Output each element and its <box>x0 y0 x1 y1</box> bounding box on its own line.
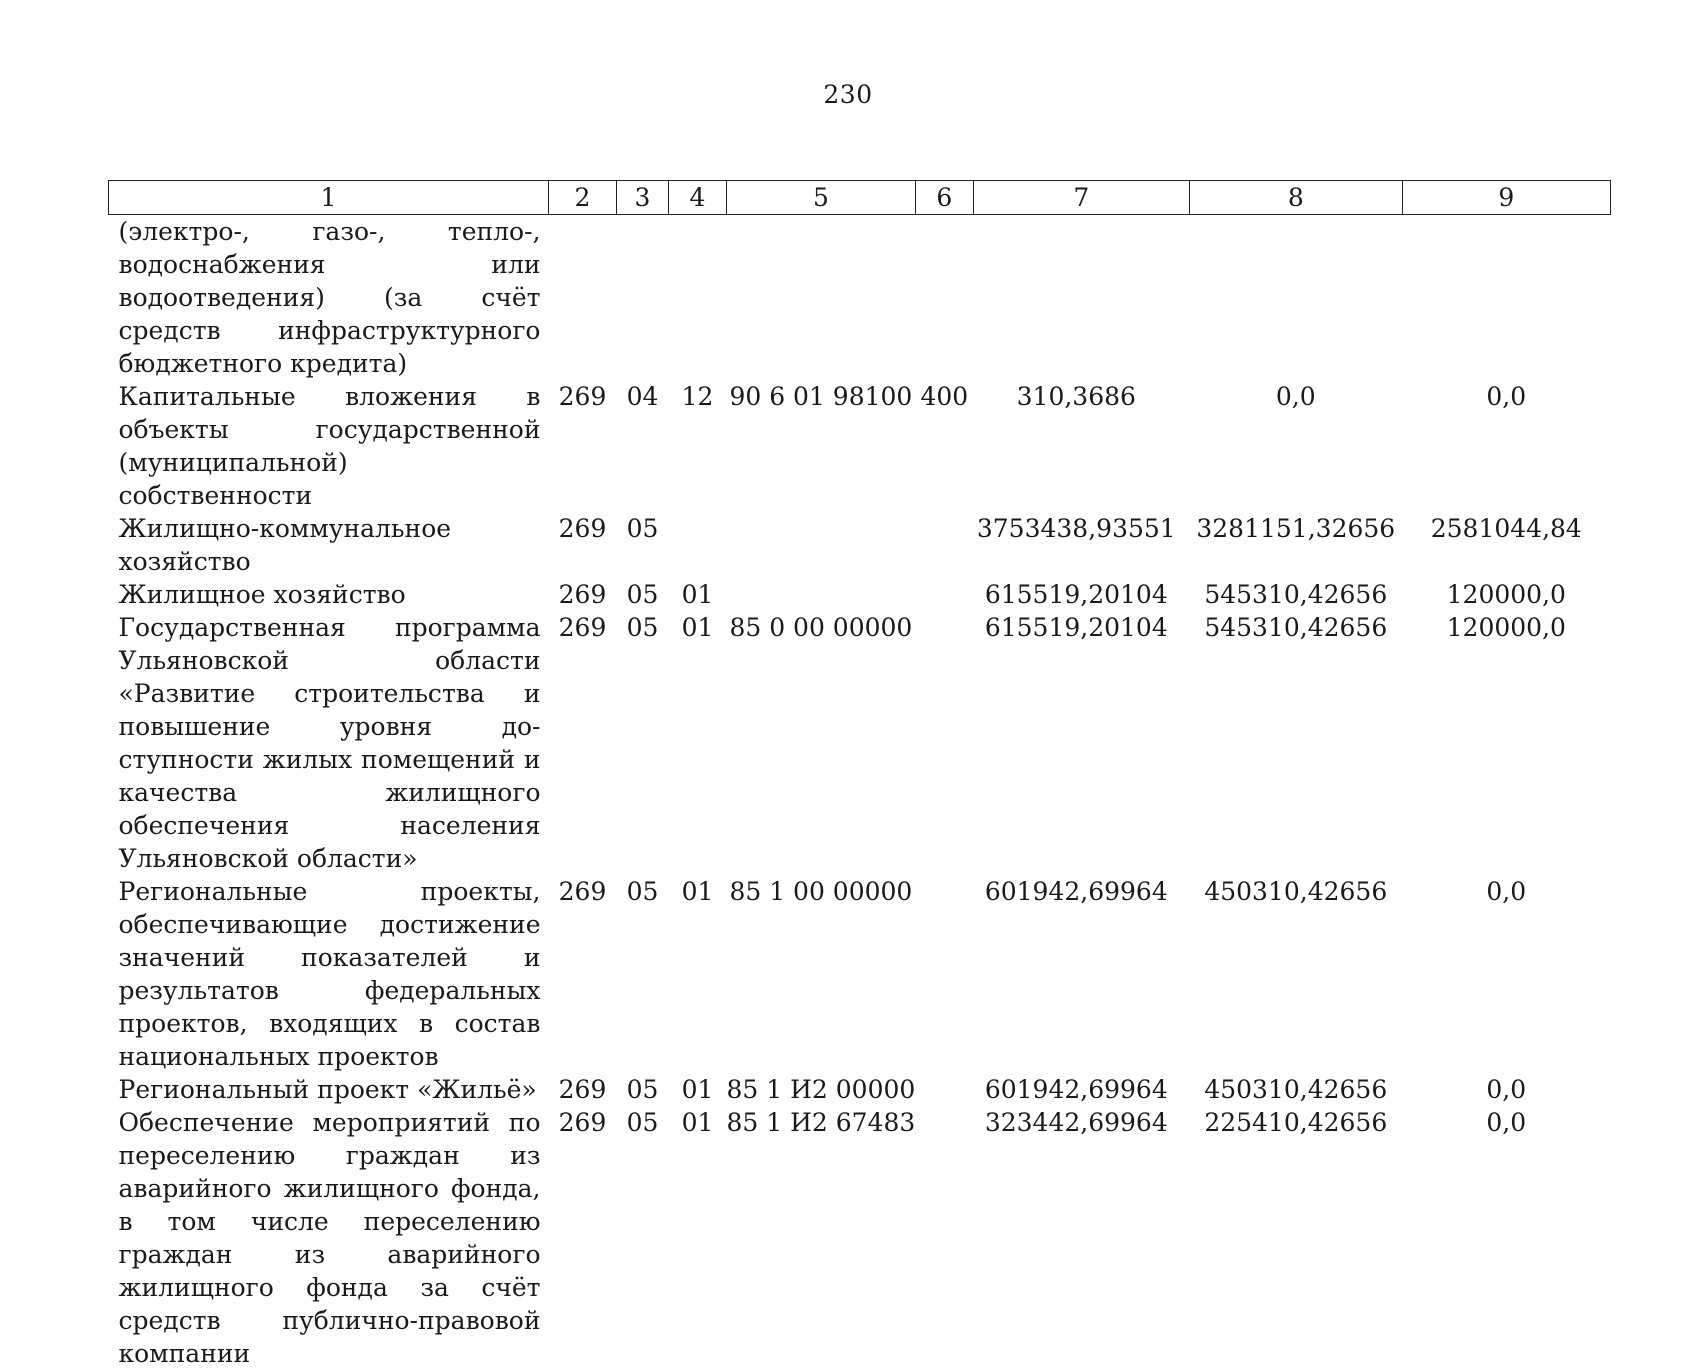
amount-cell <box>1402 215 1610 381</box>
name-cell: (электро-, газо-, тепло-, водоснабжения или водоотведения) (за счёт средств инфраструктурного бюджетного кредита) <box>109 215 549 381</box>
amount-cell: 0,0 <box>1189 380 1402 512</box>
target-article-cell: 85 1 И2 00000 <box>727 1073 916 1106</box>
expense-type-cell <box>915 1106 973 1370</box>
table-row <box>109 1106 1611 1370</box>
amount-cell: 450310,42656 <box>1189 875 1402 1073</box>
table-row <box>109 1073 1611 1106</box>
header-cell-9: 9 <box>1402 181 1610 215</box>
amount-cell: 323442,69964 <box>973 1106 1189 1370</box>
target-article-cell: 85 1 И2 67483 <box>727 1106 916 1370</box>
amount-cell: 120000,0 <box>1402 611 1610 875</box>
header-cell-2: 2 <box>549 181 617 215</box>
table-body <box>109 215 1611 1370</box>
section-cell: 05 <box>617 611 669 875</box>
header-cell-1: 1 <box>109 181 549 215</box>
name-cell: Жилищно-коммунальное хозяйство <box>109 512 549 578</box>
table-row <box>109 215 1611 381</box>
header-cell-6: 6 <box>915 181 973 215</box>
table-row <box>109 380 1611 512</box>
section-cell: 04 <box>617 380 669 512</box>
amount-cell: 2581044,84 <box>1402 512 1610 578</box>
expense-type-cell: 400 <box>915 380 973 512</box>
target-article-cell: 85 0 00 00000 <box>727 611 916 875</box>
amount-cell <box>1189 215 1402 381</box>
section-cell: 05 <box>617 578 669 611</box>
amount-cell: 615519,20104 <box>973 578 1189 611</box>
subsection-cell: 12 <box>669 380 727 512</box>
amount-cell: 3281151,32656 <box>1189 512 1402 578</box>
header-cell-3: 3 <box>617 181 669 215</box>
expense-type-cell <box>915 578 973 611</box>
amount-cell: 450310,42656 <box>1189 1073 1402 1106</box>
header-cell-7: 7 <box>973 181 1189 215</box>
subsection-cell: 01 <box>669 875 727 1073</box>
expense-type-cell <box>915 512 973 578</box>
amount-cell: 0,0 <box>1402 1106 1610 1370</box>
amount-cell: 545310,42656 <box>1189 611 1402 875</box>
target-article-cell <box>727 578 916 611</box>
amount-cell: 0,0 <box>1402 875 1610 1073</box>
section-cell: 05 <box>617 1106 669 1370</box>
table-header <box>109 181 1611 215</box>
section-cell <box>617 215 669 381</box>
subsection-cell: 01 <box>669 578 727 611</box>
target-article-cell: 90 6 01 98100 <box>727 380 916 512</box>
code-cell: 269 <box>549 1073 617 1106</box>
table-row <box>109 611 1611 875</box>
page-number: 230 <box>0 80 1696 109</box>
name-cell: Обеспечение мероприятий по переселению граждан из аварийного жилищного фонда, в том числе переселению граждан из аварийного жилищного фонда за счёт средств публично-правовой компании <box>109 1106 549 1370</box>
subsection-cell: 01 <box>669 1106 727 1370</box>
budget-table <box>108 180 1611 1370</box>
table-row <box>109 578 1611 611</box>
code-cell: 269 <box>549 611 617 875</box>
amount-cell: 545310,42656 <box>1189 578 1402 611</box>
amount-cell: 0,0 <box>1402 1073 1610 1106</box>
name-cell: Региональные проекты, обеспечивающие достижение значений показателей и результатов федеральных проектов, входящих в состав национальных проектов <box>109 875 549 1073</box>
expense-type-cell <box>915 1073 973 1106</box>
section-cell: 05 <box>617 875 669 1073</box>
amount-cell <box>973 215 1189 381</box>
code-cell: 269 <box>549 512 617 578</box>
target-article-cell <box>727 512 916 578</box>
name-cell: Государственная программа Ульяновской области «Развитие строительства и повышение уровня доступности жилых помещений и качества жилищного обеспечения населения Ульяновской области» <box>109 611 549 875</box>
subsection-cell: 01 <box>669 611 727 875</box>
table-row <box>109 512 1611 578</box>
name-cell: Капитальные вложения в объекты государственной (муниципальной) собственности <box>109 380 549 512</box>
amount-cell: 0,0 <box>1402 380 1610 512</box>
header-cell-8: 8 <box>1189 181 1402 215</box>
name-cell: Региональный проект «Жильё» <box>109 1073 549 1106</box>
amount-cell: 3753438,93551 <box>973 512 1189 578</box>
code-cell <box>549 215 617 381</box>
section-cell: 05 <box>617 512 669 578</box>
amount-cell: 601942,69964 <box>973 1073 1189 1106</box>
expense-type-cell <box>915 215 973 381</box>
amount-cell: 120000,0 <box>1402 578 1610 611</box>
table-row <box>109 875 1611 1073</box>
expense-type-cell <box>915 611 973 875</box>
subsection-cell <box>669 215 727 381</box>
target-article-cell <box>727 215 916 381</box>
code-cell: 269 <box>549 380 617 512</box>
subsection-cell: 01 <box>669 1073 727 1106</box>
header-cell-5: 5 <box>727 181 916 215</box>
name-cell: Жилищное хозяйство <box>109 578 549 611</box>
amount-cell: 615519,20104 <box>973 611 1189 875</box>
amount-cell: 601942,69964 <box>973 875 1189 1073</box>
amount-cell: 225410,42656 <box>1189 1106 1402 1370</box>
code-cell: 269 <box>549 875 617 1073</box>
subsection-cell <box>669 512 727 578</box>
code-cell: 269 <box>549 578 617 611</box>
expense-type-cell <box>915 875 973 1073</box>
header-row <box>109 181 1611 215</box>
amount-cell: 310,3686 <box>973 380 1189 512</box>
header-cell-4: 4 <box>669 181 727 215</box>
section-cell: 05 <box>617 1073 669 1106</box>
target-article-cell: 85 1 00 00000 <box>727 875 916 1073</box>
code-cell: 269 <box>549 1106 617 1370</box>
